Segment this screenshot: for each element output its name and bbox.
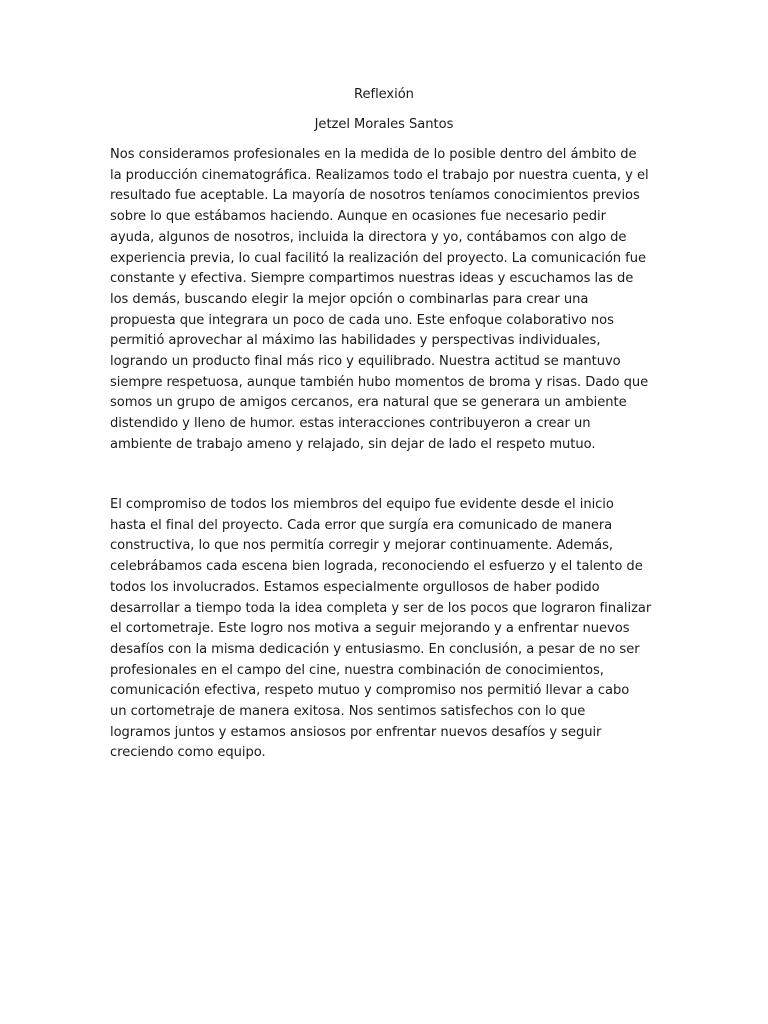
paragraph-line: resultado fue aceptable. La mayoría de nosotros teníamos conocimientos previos bbox=[110, 188, 640, 204]
paragraph-line: constante y efectiva. Siempre compartimos nuestras ideas y escuchamos las de bbox=[110, 271, 634, 287]
paragraph-line: profesionales en el campo del cine, nuestra combinación de conocimientos, bbox=[110, 662, 604, 678]
document-title: Reflexión bbox=[354, 87, 414, 102]
paragraph-line: desarrollar a tiempo toda la idea completa y ser de los pocos que lograron finalizar bbox=[110, 600, 652, 616]
document-author: Jetzel Morales Santos bbox=[314, 117, 454, 132]
paragraph-line: El compromiso de todos los miembros del equipo fue evidente desde el inicio bbox=[110, 497, 614, 512]
paragraph-line: logrando un producto final más rico y equilibrado. Nuestra actitud se mantuvo bbox=[110, 354, 621, 370]
paragraph-line: creciendo como equipo. bbox=[110, 745, 266, 761]
paragraph-line: Nos consideramos profesionales en la medida de lo posible dentro del ámbito de bbox=[110, 147, 637, 162]
paragraph-line: siempre respetuosa, aunque también hubo momentos de broma y risas. Dado que bbox=[110, 374, 649, 390]
paragraph-line: distendido y lleno de humor. estas interacciones contribuyeron a crear un bbox=[110, 416, 591, 432]
paragraph-line: celebrábamos cada escena bien lograda, reconociendo el esfuerzo y el talento de bbox=[110, 559, 643, 575]
paragraph-line: constructiva, lo que nos permitía corregir y mejorar continuamente. Además, bbox=[110, 538, 613, 554]
paragraph-line: logramos juntos y estamos ansiosos por enfrentar nuevos desafíos y seguir bbox=[110, 724, 602, 740]
paragraph-line: los demás, buscando elegir la mejor opción o combinarlas para crear una bbox=[110, 291, 589, 307]
paragraph-line: la producción cinematográfica. Realizamos todo el trabajo por nuestra cuenta, y el bbox=[110, 167, 649, 183]
paragraph-line: el cortometraje. Este logro nos motiva a seguir mejorando y a enfrentar nuevos bbox=[110, 621, 630, 637]
paragraph-line: ambiente de trabajo ameno y relajado, sin dejar de lado el respeto mutuo. bbox=[110, 436, 596, 452]
paragraph-line: somos un grupo de amigos cercanos, era natural que se generara un ambiente bbox=[110, 395, 627, 411]
paragraph-line: permitió aprovechar al máximo las habilidades y perspectivas individuales, bbox=[110, 333, 601, 349]
paragraph-2 bbox=[110, 495, 670, 764]
paragraph-line: todos los involucrados. Estamos especialmente orgullosos de haber podido bbox=[110, 579, 600, 595]
paragraph-line: experiencia previa, lo cual facilitó la realización del proyecto. La comunicación fue bbox=[110, 250, 646, 266]
paragraph-line: sobre lo que estábamos haciendo. Aunque en ocasiones fue necesario pedir bbox=[110, 209, 606, 225]
paragraph-1 bbox=[110, 145, 670, 456]
paragraph-line: un cortometraje de manera exitosa. Nos sentimos satisfechos con lo que bbox=[110, 704, 586, 720]
paragraph-line: comunicación efectiva, respeto mutuo y compromiso nos permitió llevar a cabo bbox=[110, 683, 630, 699]
paragraph-line: hasta el final del proyecto. Cada error que surgía era comunicado de manera bbox=[110, 517, 613, 533]
paragraph-line: desafíos con la misma dedicación y entusiasmo. En conclusión, a pesar de no ser bbox=[110, 641, 640, 657]
paragraph-line: ayuda, algunos de nosotros, incluida la directora y yo, contábamos con algo de bbox=[110, 229, 627, 245]
paragraph-line: propuesta que integrara un poco de cada uno. Este enfoque colaborativo nos bbox=[110, 312, 614, 328]
